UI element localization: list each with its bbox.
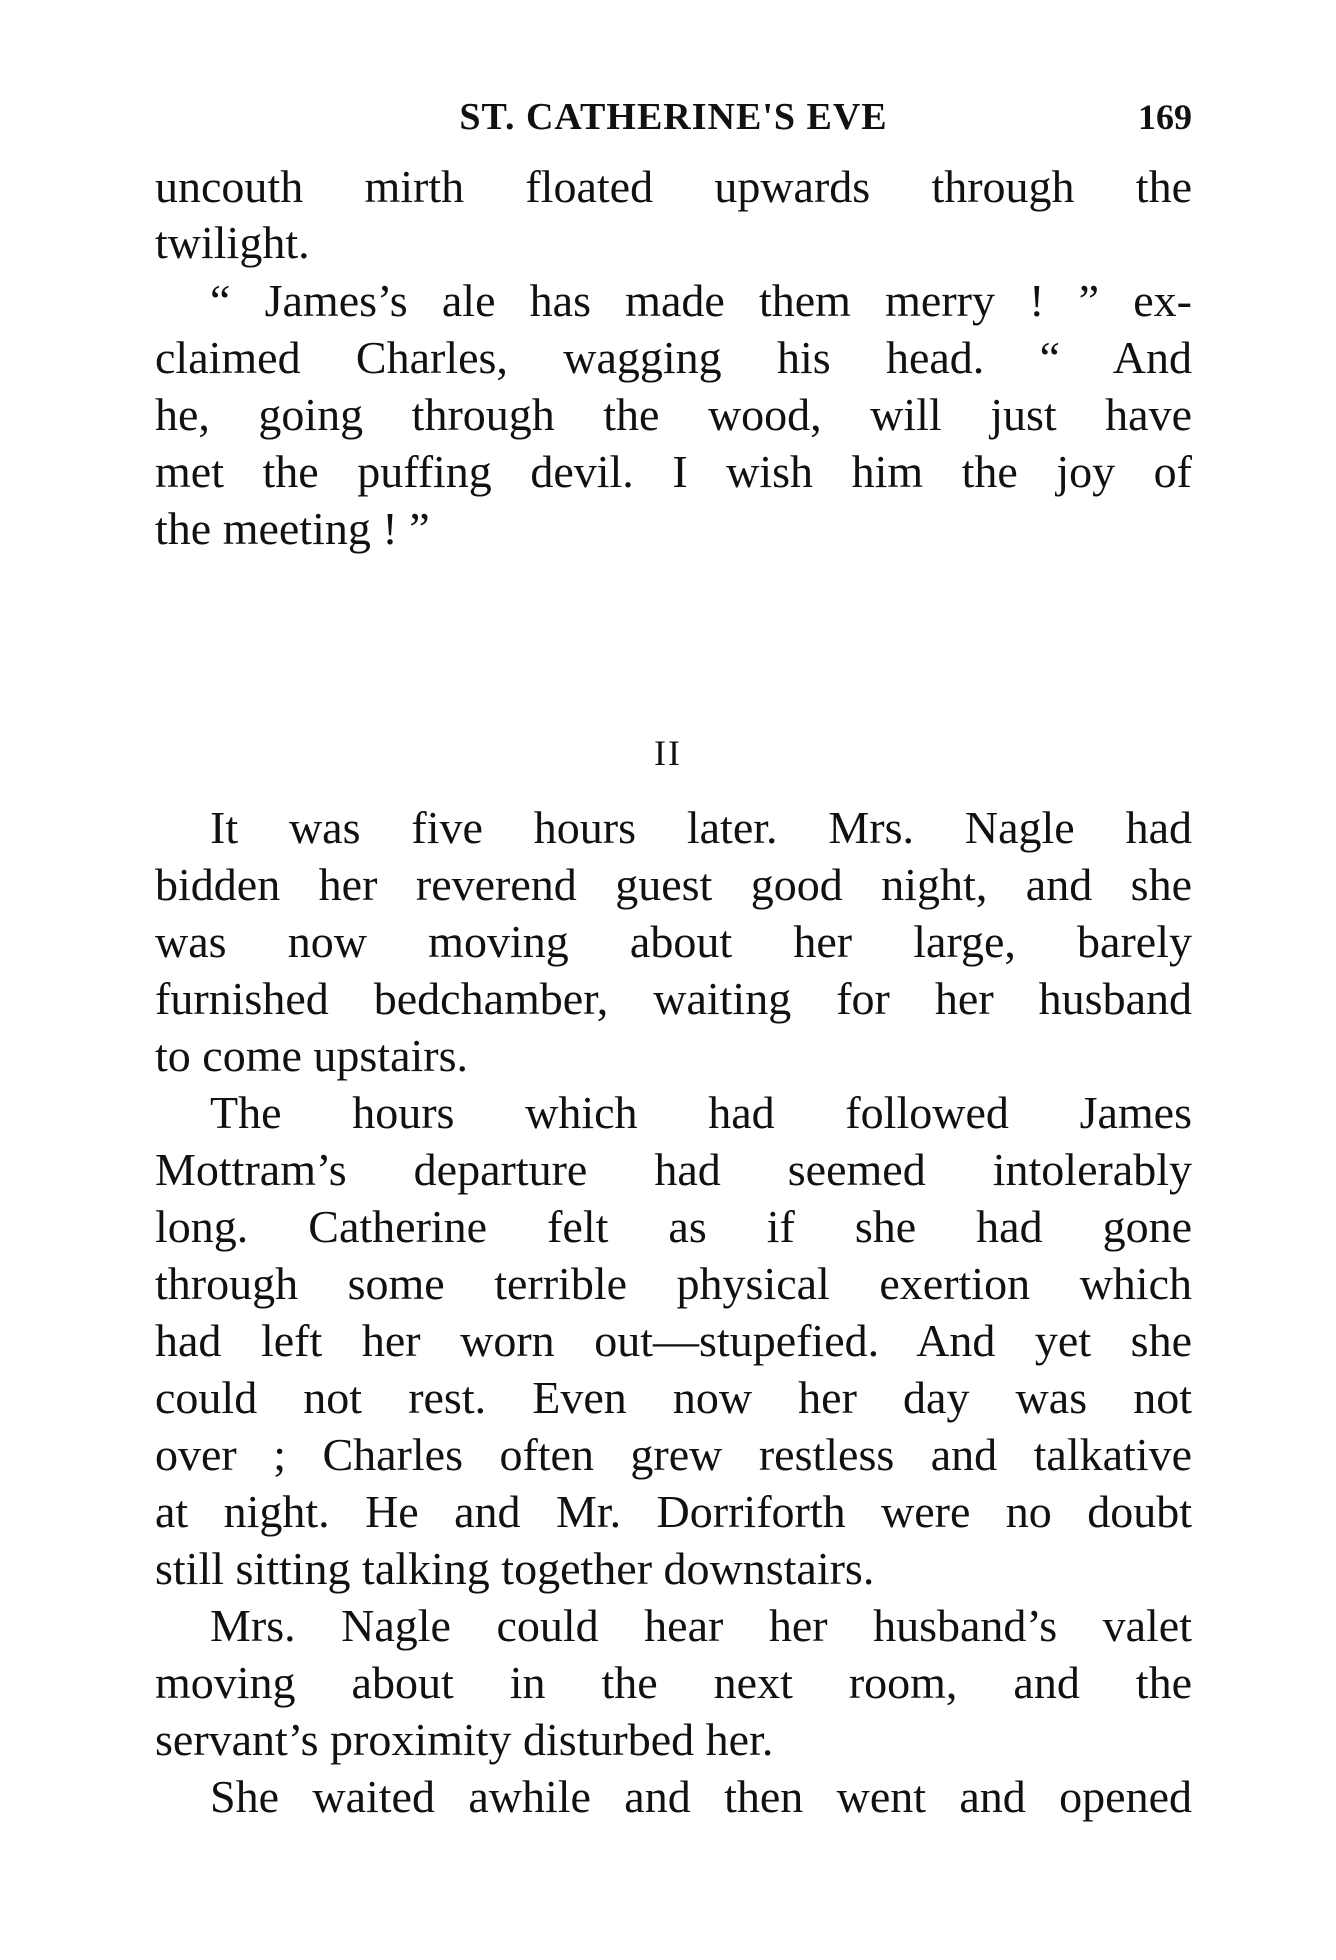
running-head: [155, 92, 1192, 142]
text-line: could not rest. Even now her day was not: [155, 1372, 1192, 1423]
text-line: “ James’s ale has made them merry ! ” ex-: [210, 275, 1192, 326]
running-title: ST. CATHERINE'S EVE: [459, 96, 888, 138]
text-line: long. Catherine felt as if she had gone: [155, 1201, 1192, 1252]
text-line: twilight.: [155, 217, 310, 268]
text-line: The hours which had followed James: [210, 1087, 1192, 1138]
text-line: claimed Charles, wagging his head. “ And: [155, 332, 1192, 383]
text-line: the meeting ! ”: [155, 503, 430, 554]
text-line: still sitting talking together downstairs.: [155, 1543, 875, 1594]
text-line: through some terrible physical exertion which: [155, 1258, 1192, 1309]
text-line: servant’s proximity disturbed her.: [155, 1714, 774, 1765]
text-line: furnished bedchamber, waiting for her husband: [155, 973, 1192, 1024]
section-number: II: [654, 733, 682, 773]
text-line: at night. He and Mr. Dorriforth were no doubt: [155, 1486, 1192, 1537]
text-line: met the puffing devil. I wish him the joy of: [155, 446, 1192, 497]
text-line: Mrs. Nagle could hear her husband’s valet: [210, 1600, 1192, 1651]
text-line: he, going through the wood, will just have: [155, 389, 1192, 440]
text-line: Mottram’s departure had seemed intolerably: [155, 1144, 1192, 1195]
text-line: uncouth mirth floated upwards through the: [155, 161, 1192, 212]
text-line: to come upstairs.: [155, 1030, 468, 1081]
text-line: was now moving about her large, barely: [155, 916, 1192, 967]
text-line: She waited awhile and then went and opened: [210, 1771, 1192, 1822]
text-line: bidden her reverend guest good night, and she: [155, 859, 1192, 910]
text-line: had left her worn out—stupefied. And yet she: [155, 1315, 1192, 1366]
text-line: It was five hours later. Mrs. Nagle had: [210, 802, 1192, 853]
text-line: moving about in the next room, and the: [155, 1657, 1192, 1708]
text-line: over ; Charles often grew restless and talkative: [155, 1429, 1192, 1480]
page-number: 169: [1138, 97, 1192, 137]
